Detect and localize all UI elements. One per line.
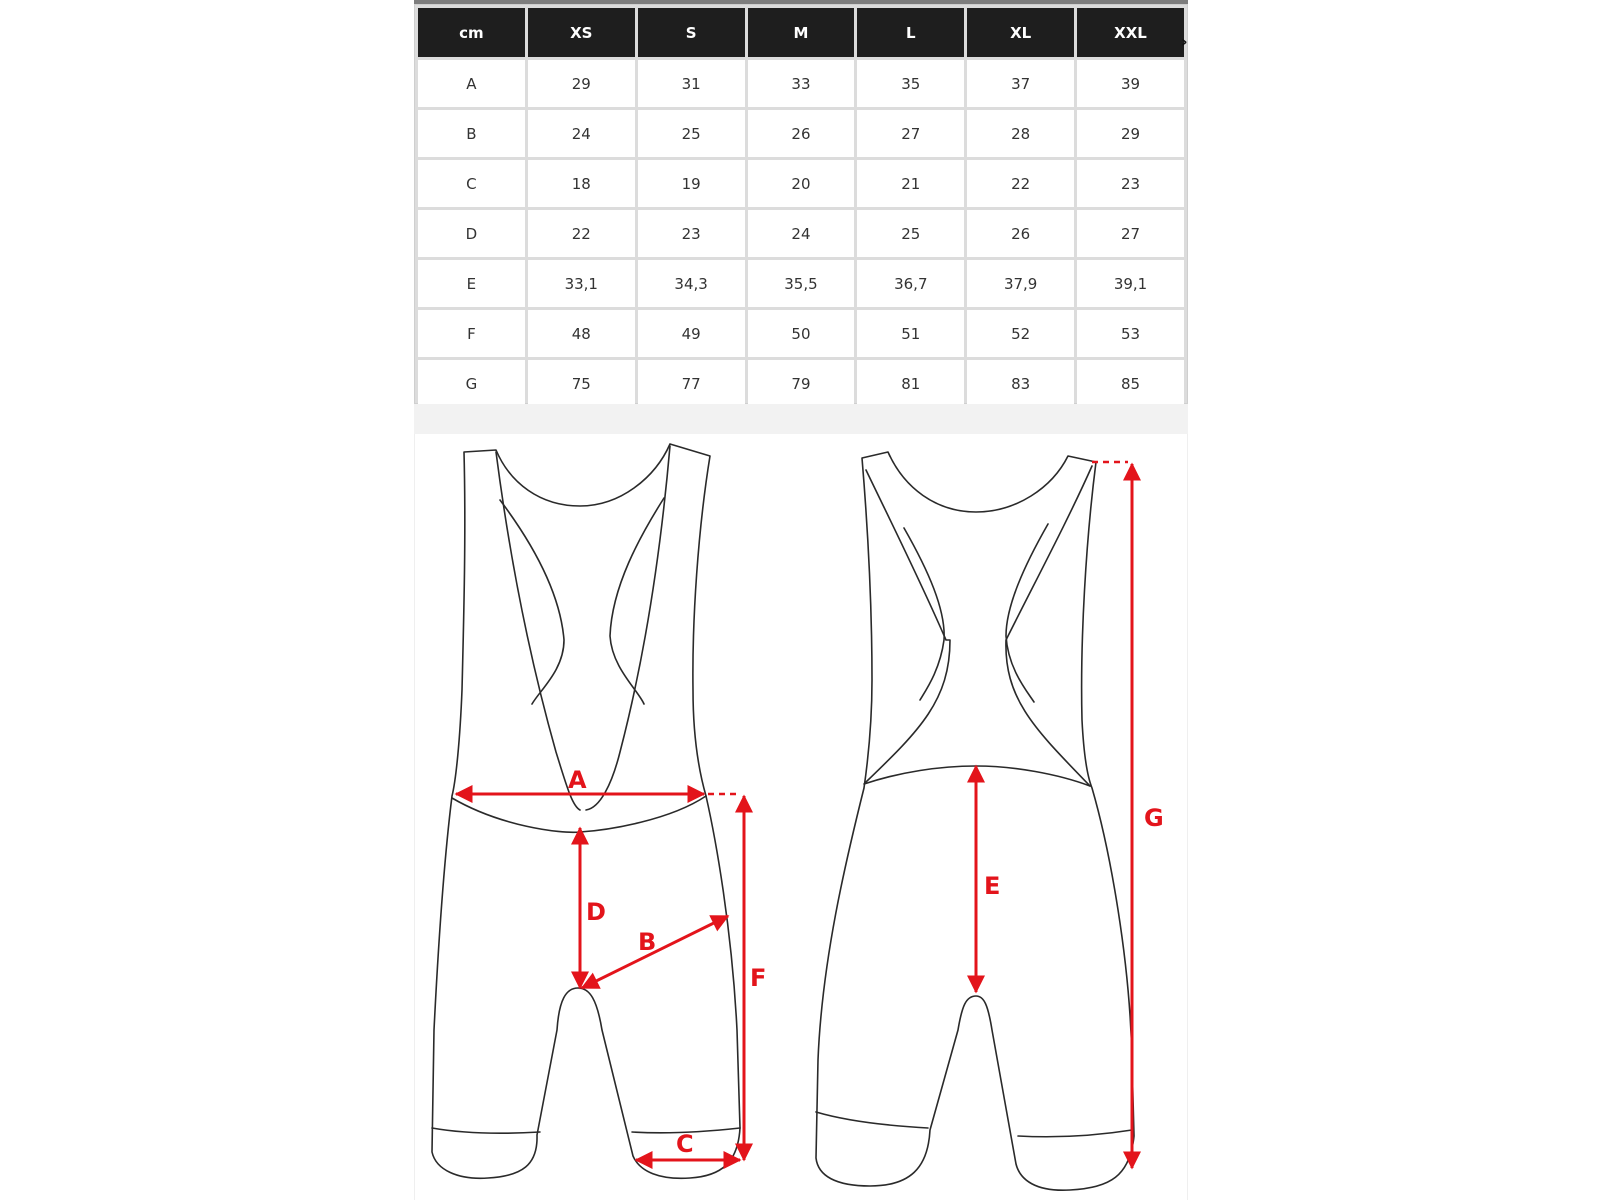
table-cell: 27 (857, 110, 964, 157)
size-header-xxl: XXL (1077, 8, 1184, 57)
table-cell: 52 (967, 310, 1074, 357)
table-cell: 29 (528, 60, 635, 107)
table-cell: 25 (638, 110, 745, 157)
section-divider (414, 404, 1188, 434)
table-cell: 23 (1077, 160, 1184, 207)
chevron-right-icon[interactable]: › (1181, 32, 1188, 51)
table-cell: 35,5 (748, 260, 855, 307)
size-header-s: S (638, 8, 745, 57)
table-cell: 33,1 (528, 260, 635, 307)
row-label: F (418, 310, 525, 357)
size-header-l: L (857, 8, 964, 57)
table-cell: 20 (748, 160, 855, 207)
table-row (418, 360, 1184, 407)
measure-f-label: F (750, 964, 767, 992)
size-header-xs: XS (528, 8, 635, 57)
measure-d-label: D (586, 898, 606, 926)
row-label: C (418, 160, 525, 207)
table-cell: 18 (528, 160, 635, 207)
table-cell: 28 (967, 110, 1074, 157)
table-cell: 39 (1077, 60, 1184, 107)
table-cell: 23 (638, 210, 745, 257)
row-label: E (418, 260, 525, 307)
table-cell: 26 (748, 110, 855, 157)
size-table-corner-cell: cm (418, 8, 525, 57)
table-cell: 24 (748, 210, 855, 257)
table-cell: 37 (967, 60, 1074, 107)
table-cell: 22 (528, 210, 635, 257)
table-cell: 50 (748, 310, 855, 357)
table-cell: 75 (528, 360, 635, 407)
diagram-panel (414, 434, 1188, 1200)
table-row (418, 210, 1184, 257)
table-cell: 35 (857, 60, 964, 107)
table-cell: 81 (857, 360, 964, 407)
table-row (418, 260, 1184, 307)
table-row (418, 60, 1184, 107)
table-cell: 25 (857, 210, 964, 257)
size-table (415, 5, 1187, 410)
measure-c-label: C (676, 1130, 694, 1158)
measure-a-label: A (568, 766, 587, 794)
table-cell: 19 (638, 160, 745, 207)
table-cell: 31 (638, 60, 745, 107)
row-label: A (418, 60, 525, 107)
size-table-header-row (418, 8, 1184, 57)
table-cell: 21 (857, 160, 964, 207)
table-cell: 33 (748, 60, 855, 107)
size-header-xl: XL (967, 8, 1074, 57)
table-cell: 51 (857, 310, 964, 357)
table-cell: 48 (528, 310, 635, 357)
table-cell: 36,7 (857, 260, 964, 307)
table-row (418, 160, 1184, 207)
row-label: G (418, 360, 525, 407)
row-label: B (418, 110, 525, 157)
measure-g-label: G (1144, 804, 1164, 832)
table-cell: 83 (967, 360, 1074, 407)
table-cell: 22 (967, 160, 1074, 207)
row-label: D (418, 210, 525, 257)
table-cell: 85 (1077, 360, 1184, 407)
table-cell: 79 (748, 360, 855, 407)
measure-b-label: B (638, 928, 657, 956)
table-cell: 37,9 (967, 260, 1074, 307)
table-cell: 77 (638, 360, 745, 407)
table-cell: 49 (638, 310, 745, 357)
table-cell: 24 (528, 110, 635, 157)
table-cell: 53 (1077, 310, 1184, 357)
table-cell: 27 (1077, 210, 1184, 257)
measure-e-label: E (984, 872, 1001, 900)
table-cell: 39,1 (1077, 260, 1184, 307)
table-cell: 26 (967, 210, 1074, 257)
size-table-container (414, 4, 1188, 404)
size-header-m: M (748, 8, 855, 57)
table-cell: 34,3 (638, 260, 745, 307)
table-cell: 29 (1077, 110, 1184, 157)
table-row (418, 110, 1184, 157)
table-row (418, 310, 1184, 357)
